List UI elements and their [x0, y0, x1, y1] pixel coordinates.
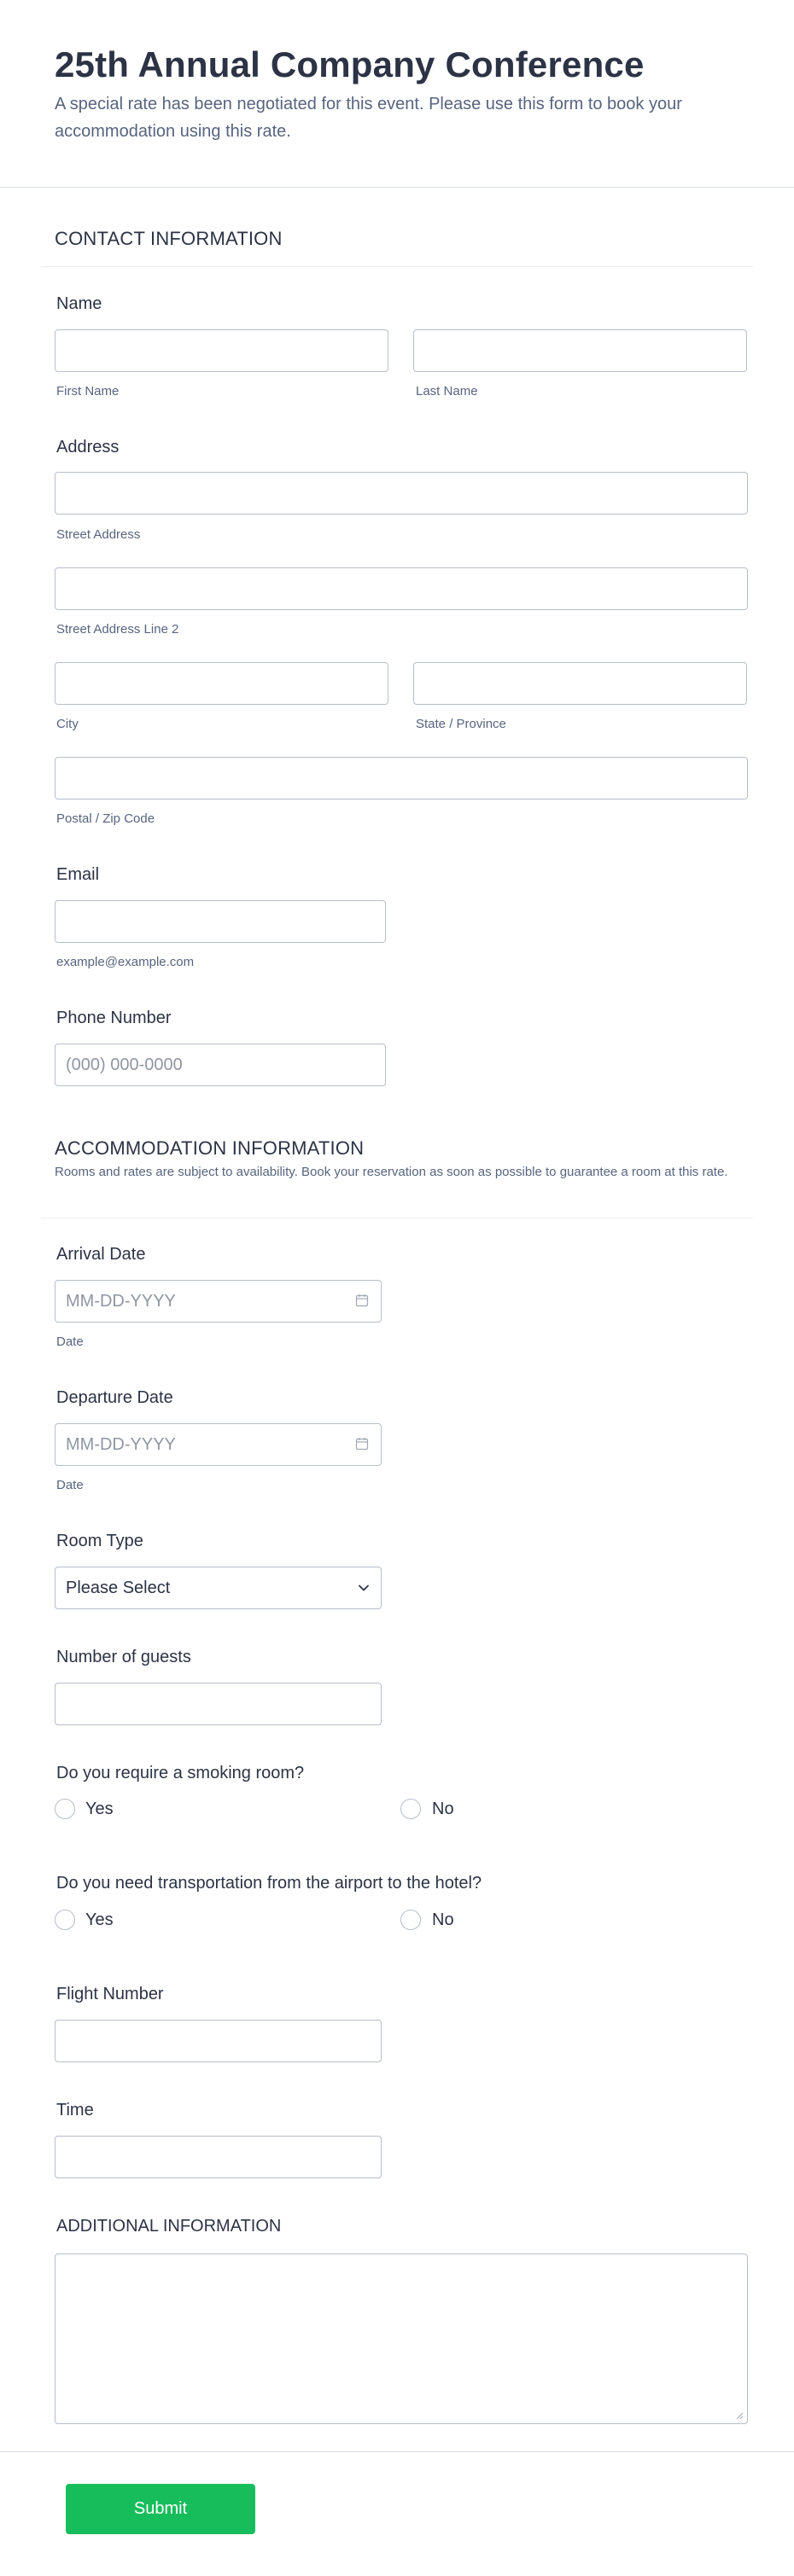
contact-section-title: CONTACT INFORMATION — [55, 228, 283, 249]
transport-question: Do you need transportation from the airport to the hotel? — [56, 1874, 482, 1893]
accommodation-section-title: ACCOMMODATION INFORMATION — [55, 1137, 365, 1159]
transport-no-label[interactable]: No — [432, 1910, 454, 1929]
calendar-icon[interactable] — [355, 1294, 369, 1307]
smoking-question: Do you require a smoking room? — [56, 1764, 305, 1782]
resize-handle-icon[interactable] — [735, 2411, 744, 2420]
form-title: 25th Annual Company Conference — [55, 44, 645, 84]
smoking-no-radio[interactable] — [400, 1799, 421, 1819]
state-input[interactable] — [413, 662, 747, 705]
phone-input[interactable] — [55, 1044, 386, 1086]
section-divider — [41, 266, 753, 267]
name-label: Name — [56, 294, 102, 313]
smoking-yes-radio[interactable] — [55, 1799, 75, 1819]
departure-date-sublabel: Date — [56, 1478, 84, 1492]
arrival-date-input[interactable] — [55, 1280, 382, 1323]
arrival-date-label: Arrival Date — [56, 1245, 146, 1264]
phone-label: Phone Number — [56, 1009, 172, 1027]
transport-yes-radio[interactable] — [55, 1910, 75, 1930]
additional-info-textarea[interactable] — [55, 2253, 748, 2424]
street-address-line2-input[interactable] — [55, 567, 748, 610]
footer-divider — [0, 2451, 794, 2452]
departure-date-label: Departure Date — [56, 1388, 173, 1407]
room-type-selected-value: Please Select — [66, 1579, 171, 1597]
address-label: Address — [56, 438, 120, 456]
form-subtitle: A special rate has been negotiated for this event. Please use this form to book your accommodation using this rate. — [55, 95, 682, 141]
smoking-no-label[interactable]: No — [432, 1800, 454, 1818]
street-address-sublabel: Street Address — [56, 527, 141, 542]
street-address-line2-sublabel: Street Address Line 2 — [56, 622, 179, 637]
last-name-input[interactable] — [413, 329, 747, 372]
guests-input[interactable] — [55, 1683, 382, 1725]
email-input[interactable] — [55, 900, 386, 943]
accommodation-section-desc: Rooms and rates are subject to availability. Book your reservation as soon as possible to guarantee a room at this rate. — [55, 1165, 728, 1179]
submit-button[interactable]: Submit — [66, 2484, 255, 2534]
first-name-sublabel: First Name — [56, 384, 120, 398]
zip-sublabel: Postal / Zip Code — [56, 811, 155, 826]
guests-label: Number of guests — [56, 1648, 191, 1666]
flight-number-input[interactable] — [55, 2020, 382, 2062]
time-label: Time — [56, 2101, 94, 2120]
transport-yes-label[interactable]: Yes — [85, 1910, 114, 1929]
state-sublabel: State / Province — [416, 717, 506, 731]
header-divider — [0, 187, 794, 188]
flight-number-label: Flight Number — [56, 1985, 164, 2003]
city-sublabel: City — [56, 717, 79, 731]
chevron-down-icon[interactable] — [357, 1581, 371, 1595]
arrival-date-placeholder: MM-DD-YYYY — [66, 1292, 176, 1311]
arrival-date-sublabel: Date — [56, 1335, 84, 1349]
phone-placeholder: (000) 000-0000 — [66, 1055, 183, 1074]
room-type-select[interactable] — [55, 1567, 382, 1609]
city-input[interactable] — [55, 662, 388, 705]
zip-input[interactable] — [55, 757, 748, 800]
time-input[interactable] — [55, 2136, 382, 2178]
departure-date-input[interactable] — [55, 1423, 382, 1466]
smoking-yes-label[interactable]: Yes — [85, 1800, 114, 1818]
transport-no-radio[interactable] — [400, 1910, 421, 1930]
calendar-icon[interactable] — [355, 1437, 369, 1451]
street-address-input[interactable] — [55, 472, 748, 515]
last-name-sublabel: Last Name — [416, 384, 478, 398]
departure-date-placeholder: MM-DD-YYYY — [66, 1435, 176, 1454]
first-name-input[interactable] — [55, 329, 388, 372]
room-type-label: Room Type — [56, 1532, 143, 1550]
email-label: Email — [56, 865, 100, 884]
email-sublabel: example@example.com — [56, 955, 195, 969]
additional-info-label: ADDITIONAL INFORMATION — [56, 2217, 282, 2236]
